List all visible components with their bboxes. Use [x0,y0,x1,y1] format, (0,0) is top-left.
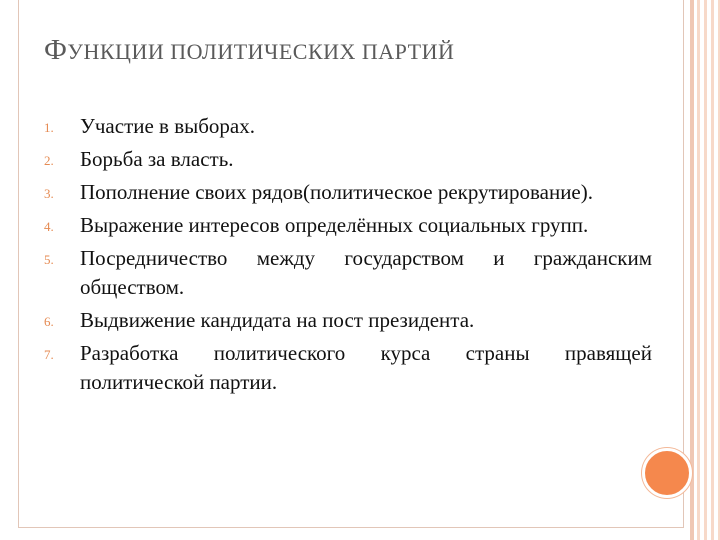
list-item [44,211,652,240]
list-text: Выражение интересов определённых социальных групп. [80,213,589,237]
list-item [44,112,652,141]
page-title [44,34,454,67]
list-text: Пополнение своих рядов(политическое рекрутирование). [80,180,593,204]
list-number: 3. [44,186,54,201]
decorative-circle [642,448,692,498]
list-item [44,244,652,302]
list-number: 5. [44,252,54,267]
list-text: Посредничество между государством и гражданским обществом. [80,246,652,299]
list-text: Борьба за власть. [80,147,234,171]
list-item [44,178,652,207]
functions-list [44,112,652,401]
title-initial: Ф [44,34,68,66]
list-number: 7. [44,347,54,362]
list-item [44,306,652,335]
list-text: Участие в выборах. [80,114,256,138]
list-number: 4. [44,219,54,234]
list-number: 1. [44,120,54,135]
list-item [44,145,652,174]
decorative-stripe [690,0,720,540]
list-number: 6. [44,314,54,329]
list-text: Выдвижение кандидата на пост президента. [80,308,475,332]
list-text: Разработка политического курса страны правящей политической партии. [80,341,652,394]
title-rest: УНКЦИИ ПОЛИТИЧЕСКИХ ПАРТИЙ [67,39,455,64]
list-item [44,339,652,397]
list-number: 2. [44,153,54,168]
